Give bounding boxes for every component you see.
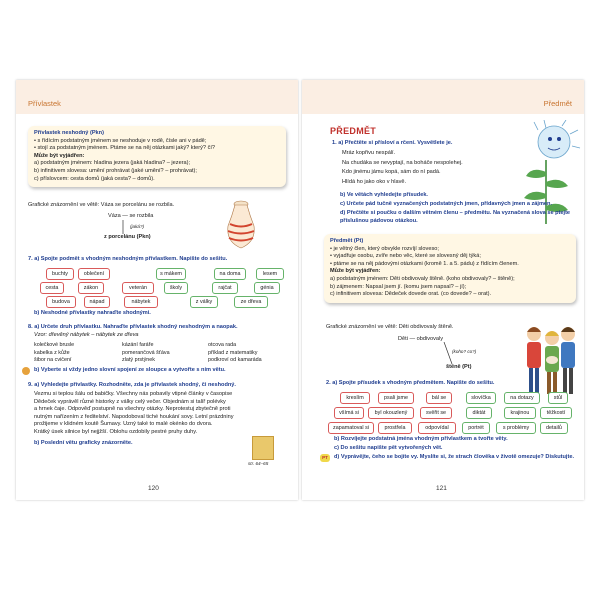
definition-box-pkn [28, 126, 286, 187]
exercise-1d: d) Přečtěte si poučku o dalším větném členu – předmětu. Na vyznačená slova se ptejte příslušnou pádovou otázkou. [340, 210, 571, 224]
word-chip: nábytek [124, 296, 158, 308]
word-chip: školy [164, 282, 188, 294]
page-reference: str. 64–65 [248, 461, 269, 466]
word-chip: odpovídal [418, 422, 456, 434]
word-chip: zapamatoval si [328, 422, 374, 434]
left-header-title: Přívlastek [28, 99, 61, 108]
reference-book-icon [252, 436, 274, 460]
word-chip: génia [254, 282, 280, 294]
word-chip: oblečení [78, 268, 110, 280]
scheme-question: (jaká?) [130, 224, 145, 229]
word-chip: svěřit se [420, 407, 452, 419]
pencil-icon [22, 367, 30, 375]
phrase: příklad z matematiky [208, 349, 258, 356]
phrase: šibor na cvičení [34, 357, 72, 364]
phrase: otcova rada [208, 342, 237, 348]
word-chip: zákon [78, 282, 104, 294]
exercise-2d: d) Vyprávějte, čeho se bojíte vy. Myslíte si, že strach člověka v životě omezuje? Diskutujte. [334, 454, 574, 460]
left-page [16, 80, 298, 500]
vase-illustration [222, 198, 260, 252]
scheme-intro: Grafické znázornění ve větě: Váza se porcelánu se rozbila. [28, 202, 175, 208]
right-header-band [302, 80, 584, 114]
word-chip: detailů [540, 422, 568, 434]
exercise-8-column-1 [34, 342, 114, 365]
word-chip: kreslím [340, 392, 370, 404]
scheme-top: Děti — obdivovaly [398, 336, 444, 342]
right-page-number: 121 [436, 485, 447, 492]
word-chip: ze dřeva [234, 296, 268, 308]
definition-line: Může být vyjádřen: [330, 268, 381, 275]
definition-line: a) podstatným jménem: Děti obdivovaly štěně. (koho obdivovaly? – štěně); [330, 275, 515, 282]
right-page [302, 80, 584, 500]
word-chip: slovíčka [466, 392, 496, 404]
exercise-2c: c) Do sešitu napište pět vytvořených vět. [334, 445, 443, 451]
word-chip: nápad [84, 296, 110, 308]
exercise-7-instruction: 7. a) Spojte podmět s vhodným neshodným přívlastkem. Napište do sešitu. [28, 256, 228, 262]
left-page-number: 120 [148, 485, 159, 492]
phrase: kolečkové brusle [34, 342, 75, 348]
text-line: Dědeček vyprávěl různé historky z války celý večer. Objednám si talíř polévky [34, 398, 226, 405]
scheme-intro: Grafické znázornění ve větě: Děti obdivovaly štěně. [326, 324, 454, 330]
word-chip: diktát [466, 407, 492, 419]
word-chip: buchty [46, 268, 74, 280]
word-chip: prostřela [378, 422, 412, 434]
scheme-bottom: štěně (Pt) [446, 364, 472, 370]
word-chip: s mákem [156, 268, 186, 280]
page-title: PŘEDMĚT [330, 126, 377, 136]
exercise-2-chips [326, 392, 578, 436]
word-chip: cesta [40, 282, 64, 294]
word-chip: budova [46, 296, 76, 308]
phrase: kabelka z kůže [34, 349, 70, 356]
exercise-7b: b) Neshodné přívlastky nahraďte shodnými. [34, 310, 151, 316]
exercise-9-instruction: 9. a) Vyhledejte přívlastky. Rozhodněte, zda je přívlastek shodný, či neshodný. [28, 382, 236, 388]
exercise-9b: b) Poslední větu graficky znázorněte. [34, 440, 133, 446]
phrase: kázání faráře [122, 342, 154, 348]
word-chip: na doma [214, 268, 246, 280]
word-chip: krajinou [504, 407, 536, 419]
word-chip: na dotazy [504, 392, 540, 404]
word-chip: lesem [256, 268, 284, 280]
definition-line: b) infinitivem slovesa: umění prohrávat (jaké umění? – prohrávat); [34, 167, 197, 174]
right-header-title: Předmět [543, 99, 572, 108]
word-chip: s problémy [496, 422, 536, 434]
definition-heading: Přívlastek neshodný (Pkn) [34, 130, 104, 136]
word-chip: portrét [462, 422, 490, 434]
word-chip: těžkostí [540, 407, 572, 419]
word-chip: psali jsme [378, 392, 414, 404]
word-chip: veterán [122, 282, 154, 294]
exercise-2-instruction: 2. a) Spojte přísudek s vhodným předmětem. Napište do sešitu. [326, 380, 495, 386]
word-chip: stůl [548, 392, 568, 404]
definition-line: • je větný člen, který obvykle rozvíjí sloveso; [330, 245, 439, 252]
definition-line: • ptáme se na něj pádovými otázkami (kromě 1. a 5. pádu) z řídícím členem. [330, 260, 519, 267]
text-line: Krátký úsek silnice byl nejjžší. Oblohu ozdobily pestré pruhy duhy. [34, 428, 198, 435]
exercise-8-instruction: 8. a) Určete druh přívlastku. Nahraďte přívlastek shodný neshodným a naopak. [28, 324, 238, 330]
saying: Mráz kopřivu nespálí. [342, 150, 396, 156]
pt-badge: PT [320, 454, 330, 462]
exercise-7-chips [28, 268, 288, 308]
saying: Kdo jinému jámu kopá, sám do ní padá. [342, 169, 441, 176]
scheme-bottom: z porcelánu (Pkn) [104, 234, 151, 240]
exercise-1-sayings [342, 150, 512, 186]
saying: Hlídá ho jako oko v hlavě. [342, 178, 407, 185]
definition-line: a) podstatným jménem: hladina jezera (jaká hladina? – jezera); [34, 160, 191, 167]
left-header-band [16, 80, 298, 114]
word-chip: rajčat [212, 282, 238, 294]
definition-line: • vyjadřuje osobu, zvíře nebo věc, které se slovesný děj týká; [330, 253, 481, 260]
word-chip: byl okouzlený [368, 407, 414, 419]
definition-box-pt [324, 234, 576, 303]
definition-line: c) infinitivem slovesa: Dědeček dovede orat. (co dovede? – orat). [330, 291, 492, 298]
scheme-question: (koho? co?) [452, 349, 477, 354]
exercise-9-text [34, 391, 286, 437]
definition-line: • s řídícím podstatným jménem se neshoduje v rodě, čísle ani v pádě; [34, 137, 207, 144]
text-line: Vezmu si teplou šálu od babičky. Všechny nás pobavily vtipné články v časopise [34, 391, 233, 397]
exercise-1b: b) Ve větách vyhledejte přísudek. [340, 192, 428, 198]
definition-line: b) zájmenem: Napsal jsem jí. (komu jsem napsal? – jí); [330, 283, 467, 290]
exercise-8-example: Vzor: dřevěný nábytek – nábytek ze dřeva [34, 332, 139, 338]
text-line: nutným nařízením z ředitelství. Napodoboval tiché houkání sovy. Letní prázdniny [34, 413, 234, 420]
definition-line: Může být vyjádřen: [34, 152, 85, 159]
exercise-8-column-2 [122, 342, 202, 365]
definition-line: c) příslovcem: cesta domů (jaká cesta? – domů). [34, 175, 155, 182]
phrase: podkroví od kamaráda [208, 357, 262, 364]
exercise-2b: b) Rozvíjejte podstatná jména vhodným přívlastkem a tvořte věty. [334, 436, 508, 442]
word-chip: z války [190, 296, 218, 308]
exercise-1-instruction: 1. a) Přečtěte si přísloví a rčení. Vysvětlete je. [332, 140, 453, 146]
exercise-1c: c) Určete pád tučně vyznačených podstatných jmen, přídavných jmen a zájmen. [340, 201, 553, 207]
word-chip: všímá si [334, 407, 364, 419]
text-line: a hrnek čaje. Odpověď postupně na všechny otázky. Neprotestuj zbytečně proti [34, 406, 231, 413]
word-chip: bál se [426, 392, 452, 404]
exercise-8b: b) Vyberte si vždy jedno slovní spojení ze sloupce a vytvořte s ním větu. [34, 367, 226, 373]
phrase: zlatý prstýnek [122, 357, 155, 364]
children-with-puppy-illustration [522, 320, 580, 400]
definition-line: • stojí za podstatným jménem. Ptáme se na něj otázkami jaký? který? čí? [34, 145, 216, 152]
text-line: prožijeme v klidném koutě Šumavy. Uzný také to malé okénko do dvora. [34, 421, 213, 428]
scheme-connector-line [120, 220, 126, 234]
scheme-top: Váza — se rozbila [108, 213, 154, 219]
saying: Na chudáka se nevyptají, na boháče nespolehej. [342, 159, 463, 166]
definition-heading: Předmět (Pt) [330, 238, 364, 244]
phrase: pomerančová šťáva [122, 349, 170, 356]
exercise-8-column-3 [208, 342, 294, 365]
